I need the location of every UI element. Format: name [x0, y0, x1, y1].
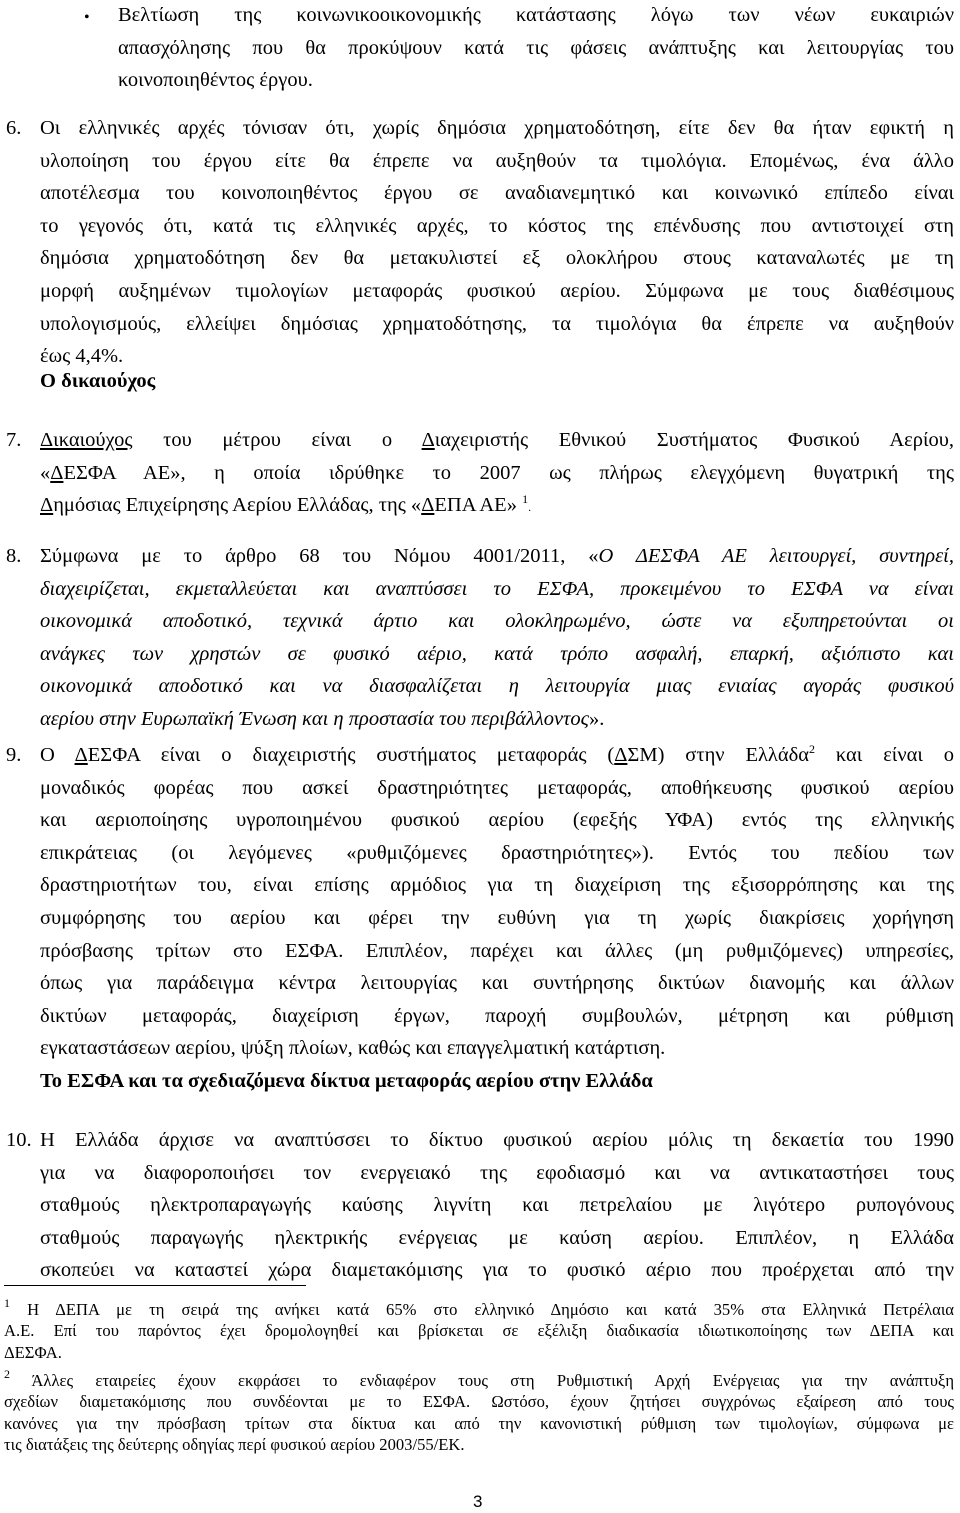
text-line: υλοποίηση του έργου είτε θα έπρεπε να αυξηθούν τα τιμολόγια. Επομένως, ένα άλλο	[40, 149, 954, 172]
footnote-separator	[4, 1285, 306, 1286]
text-line: διαχειρίζεται, εκμεταλλεύεται και αναπτύσσει το ΕΣΦΑ, προκειμένου το ΕΣΦΑ να είναι	[40, 577, 954, 600]
paragraph-8	[40, 540, 954, 736]
text-line: το γεγονός ότι, κατά τις ελληνικές αρχές, το κόστος της επένδυσης που αντιστοιχεί στη	[40, 214, 954, 237]
text-run: ΣΜ) στην Ελλάδα	[627, 744, 810, 766]
underlined-letter: Δ	[50, 461, 64, 484]
paragraph-number: 6.	[6, 117, 22, 139]
text-line: δικτύων μεταφοράς, διαχείριση έργων, παροχή συμβουλών, μέτρηση και ρύθμιση	[40, 1004, 954, 1027]
footnote-2	[4, 1367, 954, 1455]
text-line: Α.Ε. Επί του παρόντος έχει δρομολογηθεί και βρίσκεται σε εξέλιξη διαδικασία ιδιωτικοποίησης των ΔΕΠΑ και	[4, 1321, 954, 1341]
paragraph-number: 10.	[6, 1129, 32, 1151]
paragraph-9	[40, 739, 954, 1065]
text-line: εγκαταστάσεων αερίου, ψύξη πλοίων, καθώς και επαγγελματική κατάρτιση.	[40, 1037, 666, 1060]
text-line	[40, 457, 954, 490]
text-line: οικονομικά αποδοτικό, τεχνικά άρτιο και ολοκληρωμένο, ώστε να εξυπηρετούνται οι	[40, 610, 954, 633]
text-line: όπως για παράδειγμα κέντρα λειτουργίας και συντήρησης δικτύων διανομής και άλλων	[40, 972, 954, 995]
text-run: «	[40, 461, 51, 484]
text-line	[40, 489, 954, 522]
text-line: επικράτειας (οι λεγόμενες «ρυθμιζόμενες δραστηριότητες»). Εντός του πεδίου των	[40, 841, 954, 864]
bullet-paragraph	[118, 0, 954, 97]
page-number: 3	[473, 1492, 483, 1511]
text-run: του μέτρου είναι ο	[132, 429, 422, 451]
text-line	[40, 540, 954, 573]
text-line	[40, 739, 954, 772]
text-line: κανόνες για την πρόσβαση τρίτων στα δίκτυα και από την κανονιστική ρύθμιση των τιμολογίων, σύμφωνα με	[4, 1413, 954, 1433]
text-line: Η Ελλάδα άρχισε να αναπτύσσει το δίκτυο φυσικού αερίου μόλις τη δεκαετία του 1990	[40, 1129, 954, 1151]
paragraph-6	[40, 112, 954, 373]
italic-run: Ο ΔΕΣΦΑ ΑΕ λειτουργεί, συντηρεί,	[598, 545, 954, 567]
bullet-marker: •	[84, 9, 90, 26]
footnote-ref-1[interactable]: 1	[522, 492, 529, 507]
text-line: σταθμούς παραγωγής ηλεκτρικής ενέργειας με καύση αερίου. Επιπλέον, η Ελλάδα	[40, 1226, 954, 1249]
text-line	[40, 424, 954, 457]
text-line: Οι ελληνικές αρχές τόνισαν ότι, χωρίς δημόσια χρηματοδότηση, είτε δεν θα ήταν εφικτή η	[40, 117, 954, 139]
text-run: ημόσιας Επιχείρησης Αερίου Ελλάδας, της «	[53, 494, 422, 517]
text-run: Ο	[40, 744, 75, 766]
footnote-mark: 2	[4, 1367, 10, 1381]
section-heading-network: Το ΕΣΦΑ και τα σχεδιαζόμενα δίκτυα μεταφοράς αερίου στην Ελλάδα	[40, 1070, 653, 1092]
text-line: πρόσβασης τρίτων στο ΕΣΦΑ. Επιπλέον, παρέχει και άλλες (μη ρυθμιζόμενες) υπηρεσίες,	[40, 939, 954, 962]
text-run: ΕΣΦΑ ΑΕ», η οποία ιδρύθηκε το 2007 ως πλήρως ελεγχόμενη θυγατρική της	[63, 461, 954, 484]
text-line: απασχόλησης που θα προκύψουν κατά τις φάσεις ανάπτυξης και λειτουργίας του	[118, 36, 954, 59]
text-line: και αεριοποίησης υγροποιημένου φυσικού αερίου (εφεξής ΥΦΑ) εντός της ελληνικής	[40, 809, 954, 832]
underlined-letter: Δ	[421, 494, 435, 517]
text-run: και είναι ο	[815, 744, 954, 766]
text-line	[4, 1296, 954, 1320]
text-line: συμφόρησης του αερίου και φέρει την ευθύνη για τη χωρίς διακρίσεις χορήγηση	[40, 906, 954, 929]
paragraph-number: 8.	[6, 545, 22, 567]
text-line: δραστηριοτήτων του, είναι επίσης αρμόδιος για τη διαχείριση της εξισορρόπησης και της	[40, 874, 954, 897]
italic-run: αερίου στην Ευρωπαϊκή Ένωση και η προστασία του περιβάλλοντος	[40, 707, 589, 730]
paragraph-number: 9.	[6, 744, 22, 766]
text-run: ».	[588, 707, 605, 730]
text-line: υπολογισμούς, ελλείψει δημόσιας χρηματοδότησης, τα τιμολόγια θα έπρεπε να αυξηθούν	[40, 312, 954, 335]
footnote-mark: 1	[4, 1296, 10, 1310]
footnote-1	[4, 1296, 954, 1363]
underlined-letter: Δ	[40, 494, 54, 517]
text-line: ΔΕΣΦΑ.	[4, 1342, 62, 1362]
underlined-letter: Δ	[421, 429, 435, 451]
text-run: ιαχειριστής Εθνικού Συστήματος Φυσικού Αερίου,	[434, 429, 955, 451]
paragraph-number: 7.	[6, 429, 22, 451]
text-line: οικονομικά αποδοτικό και να διασφαλίζεται η λειτουργία μιας ενιαίας αγοράς φυσικού	[40, 675, 954, 698]
text-run: Η ΔΕΠΑ με τη σειρά της ανήκει κατά 65% στο ελληνικό Δημόσιο και κατά 35% στα Ελληνικά Πετρέλαια	[10, 1300, 954, 1319]
underlined-letter: Δ	[74, 744, 88, 766]
text-line: Βελτίωση της κοινωνικοοικονομικής κατάστασης λόγω των νέων ευκαιριών	[118, 4, 954, 26]
text-line	[4, 1367, 954, 1391]
footnote-ref-2[interactable]: 2	[809, 742, 816, 756]
text-line: μοναδικός φορέας που ασκεί δραστηριότητες μεταφοράς, αποθήκευσης φυσικού αερίου	[40, 776, 954, 799]
text-line: έως 4,4%.	[40, 345, 124, 368]
text-line: αποτέλεσμα του κοινοποιηθέντος έργου σε αναδιανεμητικό και κοινωνικό επίπεδο είναι	[40, 182, 954, 205]
text-line: σταθμούς ηλεκτροπαραγωγής καύσης λιγνίτη και πετρελαίου με λιγότερο ρυπογόνους	[40, 1194, 954, 1217]
text-line	[40, 703, 954, 736]
text-line: για να διαφοροποιήσει τον ενεργειακό της εφοδιασμό και να αντικαταστήσει τους	[40, 1161, 954, 1184]
text-line: σχεδίων διαμετακόμισης που συνδέονται με το ΕΣΦΑ. Ωστόσο, έχουν ζητήσει συγχρόνως εξαίρεση από τους	[4, 1392, 954, 1412]
section-heading-beneficiary: Ο δικαιούχος	[40, 370, 156, 392]
text-line: ανάγκες των χρηστών σε φυσικό αέριο, κατά τρόπο ασφαλή, επαρκή, αξιόπιστο και	[40, 642, 954, 665]
paragraph-10	[40, 1124, 954, 1287]
text-run: .	[528, 500, 532, 515]
text-run: ΕΠΑ ΑΕ»	[434, 494, 523, 517]
text-line: κοινοποιηθέντος έργου.	[118, 69, 313, 92]
text-line: σκοπεύει να καταστεί χώρα διαμετακόμισης για το φυσικό αέριο που προέρχεται από την	[40, 1259, 954, 1282]
text-run: ΕΣΦΑ είναι ο διαχειριστής συστήματος μεταφοράς (	[87, 744, 615, 766]
underlined-term: Δικαιούχος	[40, 429, 133, 451]
text-run: Σύμφωνα με το άρθρο 68 του Νόμου 4001/2011, «	[40, 545, 599, 567]
underlined-letter: Δ	[614, 744, 628, 766]
text-line: τις διατάξεις της δεύτερης οδηγίας περί φυσικού αερίου 2003/55/ΕΚ.	[4, 1434, 465, 1454]
paragraph-7	[40, 424, 954, 522]
text-run: Άλλες εταιρείες έχουν εκφράσει το ενδιαφέρον τους στη Ρυθμιστική Αρχή Ενέργειας για την ανάπτυξη	[10, 1371, 954, 1390]
text-line: δημόσια χρηματοδότηση δεν θα μετακυλιστεί εξ ολοκλήρου στους καταναλωτές με τη	[40, 247, 954, 270]
text-line: μορφή αυξημένων τιμολογίων μεταφοράς φυσικού αερίου. Σύμφωνα με τους διαθέσιμους	[40, 279, 954, 302]
